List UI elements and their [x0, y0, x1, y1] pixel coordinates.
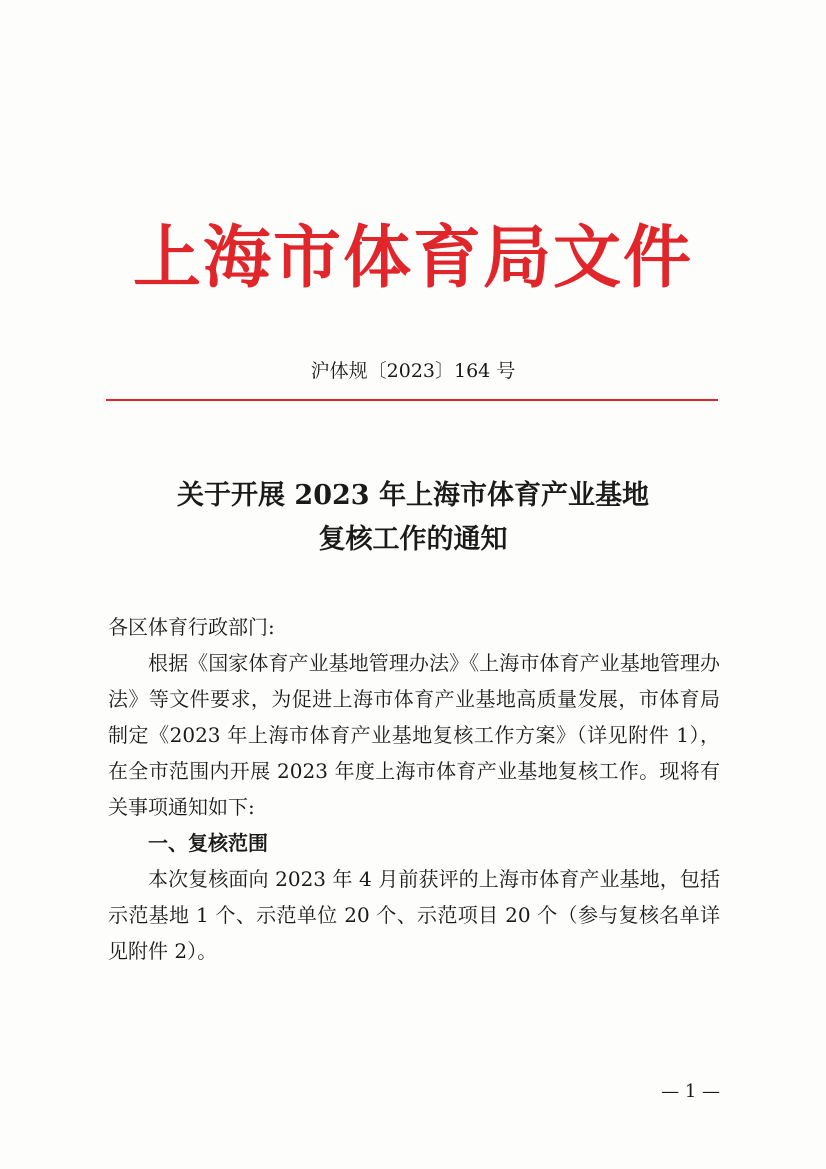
page-number	[0, 1078, 826, 1106]
notice-body	[108, 609, 720, 969]
notice-title-line-1: 关于开展 2023 年上海市体育产业基地	[177, 480, 649, 511]
salutation: 各区体育行政部门:	[108, 615, 275, 639]
red-divider-line	[106, 399, 718, 401]
notice-title	[0, 474, 826, 562]
notice-title-line-2: 复核工作的通知	[318, 524, 508, 555]
paragraph-intro: 根据《国家体育产业基地管理办法》《上海市体育产业基地管理办法》等文件要求，为促进上海市体育产业基地高质量发展，市体育局制定《2023 年上海市体育产业基地复核工作方案》（详见附件 1），在全市范围内开展 2023 年度上海市体育产业基地复核工作。现将有关事项通知如下:	[108, 651, 720, 819]
section-heading-scope: 一、复核范围	[148, 831, 268, 855]
issuer-header: 上海市体育局文件	[132, 218, 693, 298]
page-number-text: — 1 —	[661, 1081, 720, 1102]
document-number: 沪体规〔2023〕164 号	[310, 360, 516, 382]
paragraph-scope: 本次复核面向 2023 年 4 月前获评的上海市体育产业基地，包括示范基地 1 个、示范单位 20 个、示范项目 20 个（参与复核名单详见附件 2）。	[108, 867, 720, 963]
